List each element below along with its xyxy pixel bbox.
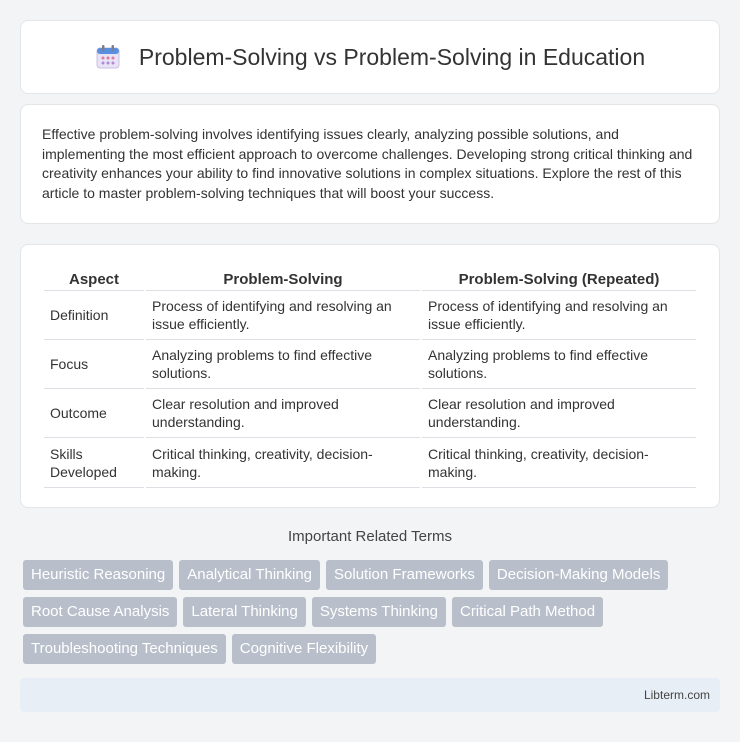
- tag-root-cause-analysis[interactable]: Root Cause Analysis: [23, 597, 177, 627]
- row-aspect: Skills Developed: [44, 438, 144, 488]
- header-problem-solving-repeated: Problem-Solving (Repeated): [422, 265, 696, 291]
- related-terms-title: Important Related Terms: [288, 528, 452, 545]
- tag-heuristic-reasoning[interactable]: Heuristic Reasoning: [23, 560, 173, 590]
- header-card: [20, 20, 720, 94]
- page-title: Problem-Solving vs Problem-Solving in Education: [138, 43, 646, 70]
- row-aspect: Outcome: [44, 389, 144, 438]
- table-header-row: [44, 265, 696, 291]
- row-cell: Process of identifying and resolving an issue efficiently.: [422, 291, 696, 340]
- row-cell: Clear resolution and improved understanding.: [422, 389, 696, 438]
- table-row: [44, 291, 696, 340]
- tag-solution-frameworks[interactable]: Solution Frameworks: [326, 560, 483, 590]
- tag-systems-thinking[interactable]: Systems Thinking: [312, 597, 446, 627]
- tag-row: [23, 634, 723, 664]
- tag-analytical-thinking[interactable]: Analytical Thinking: [179, 560, 320, 590]
- tag-decision-making-models[interactable]: Decision-Making Models: [489, 560, 668, 590]
- tag-row: [23, 597, 723, 627]
- row-cell: Critical thinking, creativity, decision-making.: [422, 438, 696, 488]
- title-wrap: [95, 44, 645, 71]
- table-row: [44, 438, 696, 488]
- tag-troubleshooting-techniques[interactable]: Troubleshooting Techniques: [23, 634, 226, 664]
- tag-critical-path-method[interactable]: Critical Path Method: [452, 597, 603, 627]
- intro-card: [20, 104, 720, 224]
- tag-row: [23, 560, 723, 590]
- table-row: [44, 340, 696, 389]
- row-cell: Analyzing problems to find effective solutions.: [422, 340, 696, 389]
- intro-paragraph: Effective problem-solving involves identifying issues clearly, analyzing possible solutions, and implementing the most efficient approach to overcome challenges. Developing strong critical thinking and creativity enhances your ability to find innovative solutions in complex situations. Explore the rest of this article to master problem-solving techniques that will boost your success.: [42, 126, 693, 201]
- row-cell: Process of identifying and resolving an issue efficiently.: [146, 291, 420, 340]
- row-cell: Clear resolution and improved understanding.: [146, 389, 420, 438]
- tag-lateral-thinking[interactable]: Lateral Thinking: [183, 597, 305, 627]
- row-cell: Critical thinking, creativity, decision-making.: [146, 438, 420, 488]
- row-aspect: Focus: [44, 340, 144, 389]
- header-aspect: Aspect: [44, 265, 144, 291]
- header-problem-solving: Problem-Solving: [146, 265, 420, 291]
- footer-site-link[interactable]: Libterm.com: [643, 688, 710, 702]
- tag-cognitive-flexibility[interactable]: Cognitive Flexibility: [232, 634, 376, 664]
- row-aspect: Definition: [44, 291, 144, 340]
- calendar-icon: [95, 44, 121, 70]
- footer: [20, 678, 720, 712]
- comparison-table-card: [20, 244, 720, 508]
- comparison-table: [42, 265, 698, 488]
- row-cell: Analyzing problems to find effective solutions.: [146, 340, 420, 389]
- table-row: [44, 389, 696, 438]
- related-terms-tags: [23, 560, 723, 671]
